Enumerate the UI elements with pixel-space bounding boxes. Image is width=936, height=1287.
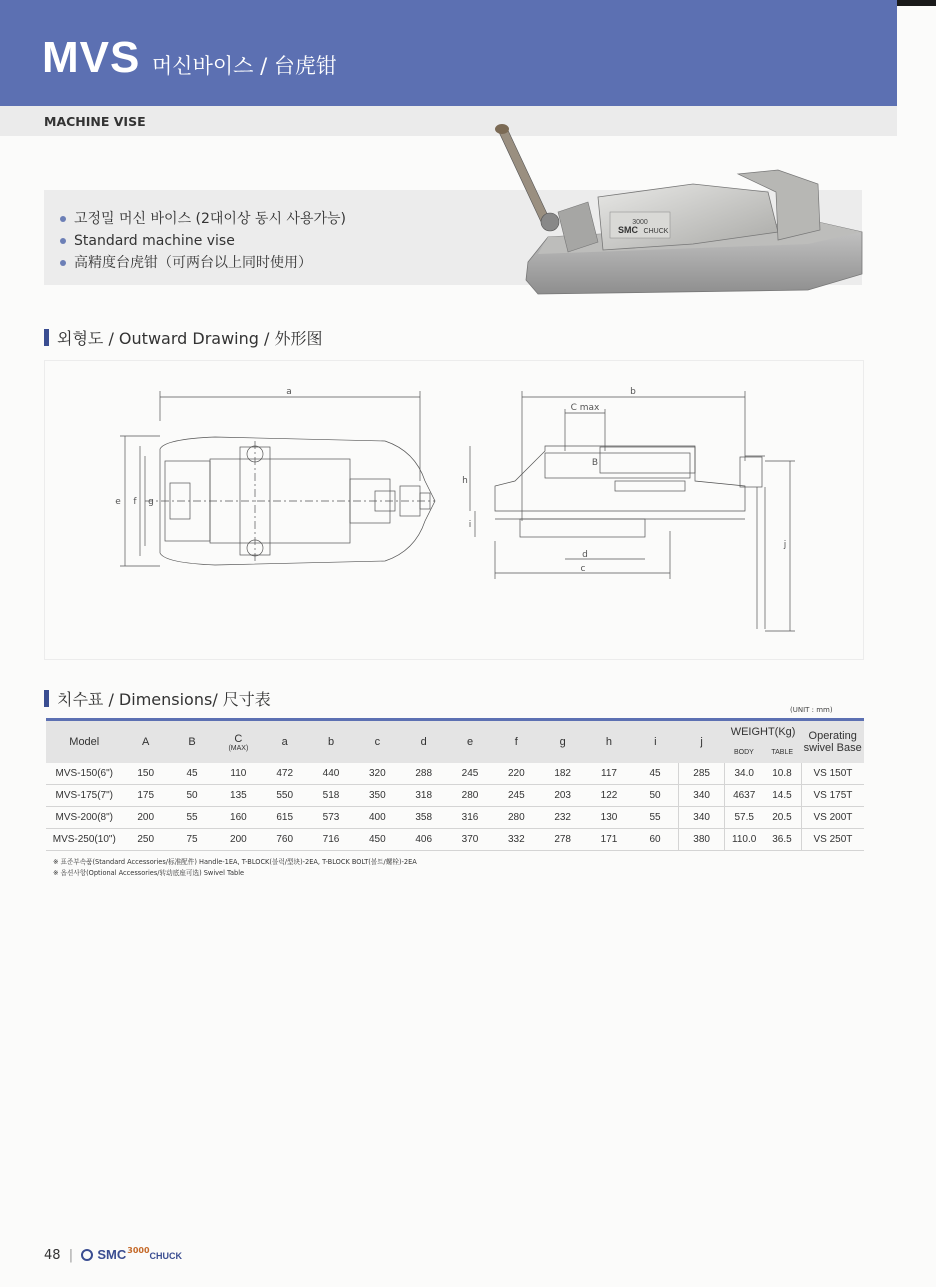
table-cell: 200: [215, 829, 261, 851]
table-cell: 220: [493, 763, 539, 785]
table-cell: 316: [447, 807, 493, 829]
table-cell: 716: [308, 829, 354, 851]
table-body: [46, 763, 864, 851]
table-cell: 36.5: [763, 829, 801, 851]
table-cell: 318: [401, 785, 447, 807]
table-cell: 200: [123, 807, 169, 829]
footer-logo-icon: [81, 1249, 93, 1261]
table-cell: 573: [308, 807, 354, 829]
table-cell: VS 150T: [801, 763, 864, 785]
table-cell: 450: [354, 829, 400, 851]
photo-logo-text: SMC: [618, 225, 638, 235]
table-cell: 370: [447, 829, 493, 851]
col-j: j: [678, 721, 724, 763]
table-cell: 340: [678, 785, 724, 807]
col-B: B: [169, 721, 215, 763]
dim-label-c: c: [580, 564, 586, 574]
col-A: A: [123, 721, 169, 763]
table-row: [46, 829, 864, 851]
table-cell: MVS-200(8"): [46, 807, 123, 829]
col-g: g: [540, 721, 586, 763]
col-f: f: [493, 721, 539, 763]
table-cell: 182: [540, 763, 586, 785]
table-row: [46, 785, 864, 807]
col-c: c: [354, 721, 400, 763]
table-cell: 245: [447, 763, 493, 785]
table-cell: 50: [632, 785, 678, 807]
table-cell: 55: [169, 807, 215, 829]
table-cell: 288: [401, 763, 447, 785]
col-e: e: [447, 721, 493, 763]
table-cell: 4637: [725, 785, 763, 807]
col-weight-table: TABLE: [763, 742, 801, 763]
table-cell: 45: [169, 763, 215, 785]
footer-brand-sub: CHUCK: [149, 1251, 183, 1261]
table-cell: 135: [215, 785, 261, 807]
table-cell: 280: [493, 807, 539, 829]
photo-logo-num: 3000: [632, 219, 648, 226]
note-optional: ※ 옵션사항(Optional Accessories/转动底座可选) Swivel Table: [53, 869, 245, 877]
title-bar: [44, 690, 49, 707]
table-cell: 150: [123, 763, 169, 785]
table-cell: 760: [262, 829, 308, 851]
col-model: Model: [46, 721, 123, 763]
col-h: h: [586, 721, 632, 763]
col-weight: WEIGHT(Kg): [725, 721, 802, 742]
col-a: a: [262, 721, 308, 763]
table-cell: 245: [493, 785, 539, 807]
table-cell: 332: [493, 829, 539, 851]
product-photo: [478, 112, 864, 302]
table-cell: 55: [632, 807, 678, 829]
table-cell: 34.0: [725, 763, 763, 785]
header-row: [46, 721, 864, 742]
dim-label-i: i: [468, 520, 472, 530]
col-b: b: [308, 721, 354, 763]
dim-label-h: h: [462, 476, 468, 486]
col-C: C (MAX): [215, 721, 261, 763]
dim-label-j: j: [783, 540, 787, 550]
col-i: i: [632, 721, 678, 763]
dim-label-e: e: [115, 497, 121, 507]
table-cell: 10.8: [763, 763, 801, 785]
table-cell: 232: [540, 807, 586, 829]
table-cell: 110: [215, 763, 261, 785]
table-cell: VS 250T: [801, 829, 864, 851]
footer-brand-num: 3000: [127, 1246, 150, 1255]
table-row: [46, 807, 864, 829]
table-cell: 130: [586, 807, 632, 829]
table-cell: 400: [354, 807, 400, 829]
table-cell: MVS-150(6"): [46, 763, 123, 785]
table-cell: 75: [169, 829, 215, 851]
table-cell: 472: [262, 763, 308, 785]
corner-mark: [897, 0, 936, 6]
dimensions-title: 치수표 / Dimensions/ 尺寸表: [44, 687, 271, 710]
dim-label-b: b: [630, 387, 636, 397]
col-weight-body: BODY: [725, 742, 763, 763]
table-cell: 50: [169, 785, 215, 807]
table-cell: 110.0: [725, 829, 763, 851]
dim-label-a: a: [286, 387, 292, 397]
bullet-icon: [60, 238, 66, 244]
table-cell: 57.5: [725, 807, 763, 829]
page-number: 48: [44, 1248, 61, 1263]
feature-item: 高精度台虎钳（可两台以上同时使用）: [60, 252, 346, 274]
feature-item: 고정밀 머신 바이스 (2대이상 동시 사용가능): [60, 208, 346, 230]
footer-divider: |: [68, 1248, 74, 1263]
table-cell: 278: [540, 829, 586, 851]
col-d: d: [401, 721, 447, 763]
outward-drawing: [45, 361, 863, 659]
table-cell: 175: [123, 785, 169, 807]
table-cell: 280: [447, 785, 493, 807]
feature-item: Standard machine vise: [60, 230, 346, 252]
table-head: [46, 720, 864, 764]
unit-label: (UNIT : mm): [790, 706, 833, 714]
table-cell: 203: [540, 785, 586, 807]
subheader-text: MACHINE VISE: [44, 114, 146, 129]
table-cell: VS 200T: [801, 807, 864, 829]
dim-label-g: g: [148, 497, 154, 507]
drawing-title: 외형도 / Outward Drawing / 外形图: [44, 326, 322, 349]
table-row: [46, 763, 864, 785]
table-cell: 117: [586, 763, 632, 785]
table-cell: 320: [354, 763, 400, 785]
table-cell: 358: [401, 807, 447, 829]
dim-label-B: B: [591, 458, 599, 468]
table-cell: VS 175T: [801, 785, 864, 807]
dim-label-cmax: C max: [570, 403, 600, 413]
table-cell: 14.5: [763, 785, 801, 807]
title-bar: [44, 329, 49, 346]
dimensions-table: [46, 718, 864, 851]
table-cell: 171: [586, 829, 632, 851]
table-cell: 20.5: [763, 807, 801, 829]
page-header: [0, 0, 897, 106]
photo-logo-sub: CHUCK: [643, 228, 669, 235]
table-cell: 45: [632, 763, 678, 785]
table-cell: 406: [401, 829, 447, 851]
table-cell: 518: [308, 785, 354, 807]
accessory-notes: [53, 857, 417, 879]
footer-brand: SMC: [97, 1247, 127, 1262]
table-cell: 60: [632, 829, 678, 851]
table-cell: MVS-250(10"): [46, 829, 123, 851]
table-cell: 615: [262, 807, 308, 829]
table-cell: 550: [262, 785, 308, 807]
bullet-icon: [60, 260, 66, 266]
model-title: MVS: [42, 33, 141, 82]
col-C-max: (MAX): [228, 744, 249, 752]
table-cell: 440: [308, 763, 354, 785]
table-cell: 250: [123, 829, 169, 851]
table-cell: 160: [215, 807, 261, 829]
table-cell: 380: [678, 829, 724, 851]
model-names: 머신바이스 / 台虎钳: [152, 54, 337, 78]
col-swivel: Operating swivel Base: [801, 721, 864, 763]
note-standard: ※ 표준부속품(Standard Accessories/标准配件) Handle-1EA, T-BLOCK(블럭/型块)-2EA, T-BLOCK BOLT(볼트/螺栓)-2EA: [53, 858, 417, 866]
table-cell: 350: [354, 785, 400, 807]
bullet-icon: [60, 216, 66, 222]
feature-list: [60, 208, 346, 274]
table-cell: MVS-175(7"): [46, 785, 123, 807]
table-cell: 285: [678, 763, 724, 785]
dim-label-d: d: [582, 550, 588, 560]
drawing-box: [44, 360, 864, 660]
table-cell: 122: [586, 785, 632, 807]
dim-label-f: f: [133, 497, 137, 507]
table-cell: 340: [678, 807, 724, 829]
page-footer: [44, 1246, 182, 1263]
